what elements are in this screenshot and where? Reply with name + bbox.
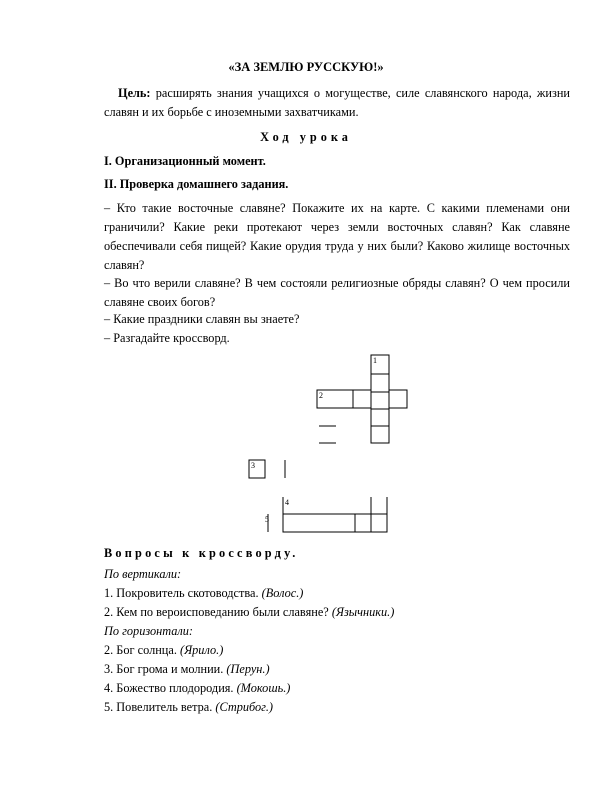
goal-label: Цель: [118, 86, 151, 100]
crossword-number-2: 2 [319, 391, 323, 400]
crossword-cell[interactable] [355, 514, 371, 532]
question-holidays: – Какие праздники славян вы знаете? [104, 312, 300, 326]
clue-text: 2. Кем по вероисповеданию были славяне? [104, 605, 332, 619]
crossword-number-5: 5 [265, 515, 269, 524]
question-beliefs: – Во что верили славяне? В чем состояли религиозные обряды славян? О чем просили славяне своих богов? [104, 276, 570, 309]
horizontal-label: По горизонтали: [104, 624, 194, 638]
clue-text: 2. Бог солнца. [104, 643, 180, 657]
vertical-clue-2 [104, 605, 394, 620]
clue-answer: (Стрибог.) [215, 700, 273, 714]
horizontal-clue-4 [104, 681, 290, 696]
lesson-plan-heading: Ход урока [260, 130, 352, 144]
clue-answer: (Волос.) [261, 586, 304, 600]
crossword-cell[interactable] [371, 392, 389, 409]
goal-text: расширять знания учащихся о могуществе, силе славянского народа, жизни славян и их борьбе с иноземными захватчиками. [104, 86, 570, 119]
clue-answer: (Мокошь.) [236, 681, 291, 695]
clue-answer: (Ярило.) [179, 643, 224, 657]
crossword-cell[interactable] [371, 426, 389, 443]
clue-text: 5. Повелитель ветра. [104, 700, 216, 714]
horizontal-clue-3 [104, 662, 270, 677]
horizontal-clue-2 [104, 643, 223, 658]
section-organizational: I. Организационный момент. [104, 154, 266, 168]
clue-answer: (Язычники.) [331, 605, 395, 619]
clue-answer: (Перун.) [226, 662, 270, 676]
clue-text: 3. Бог грома и молнии. [104, 662, 227, 676]
crossword-cell[interactable] [371, 409, 389, 426]
crossword-questions-heading: Вопросы к кроссворду. [104, 546, 299, 560]
section-homework-check: II. Проверка домашнего задания. [104, 177, 289, 191]
crossword-cell[interactable] [353, 390, 371, 408]
crossword-cell[interactable] [283, 514, 355, 532]
question-crossword: – Разгадайте кроссворд. [104, 331, 230, 345]
crossword-cell[interactable] [371, 514, 387, 532]
horizontal-clue-5 [104, 700, 273, 715]
crossword-number-3: 3 [251, 461, 255, 470]
vertical-clue-1 [104, 586, 303, 601]
crossword-number-4: 4 [285, 498, 289, 507]
crossword-cell[interactable] [389, 390, 407, 408]
question-east-slavs: – Кто такие восточные славяне? Покажите их на карте. С какими племенами они граничили? Какие реки протекают через земли восточных славян? Как славяне обеспечивали себя пищей? Какие орудия труда у них были? Каково жилище восточных славян? [104, 201, 570, 272]
vertical-label: По вертикали: [104, 567, 182, 581]
clue-text: 4. Божество плодородия. [104, 681, 237, 695]
lesson-title: «ЗА ЗЕМЛЮ РУССКУЮ!» [228, 60, 384, 74]
crossword-cell[interactable] [371, 374, 389, 392]
crossword-number-1: 1 [373, 356, 377, 365]
clue-text: 1. Покровитель скотоводства. [104, 586, 262, 600]
